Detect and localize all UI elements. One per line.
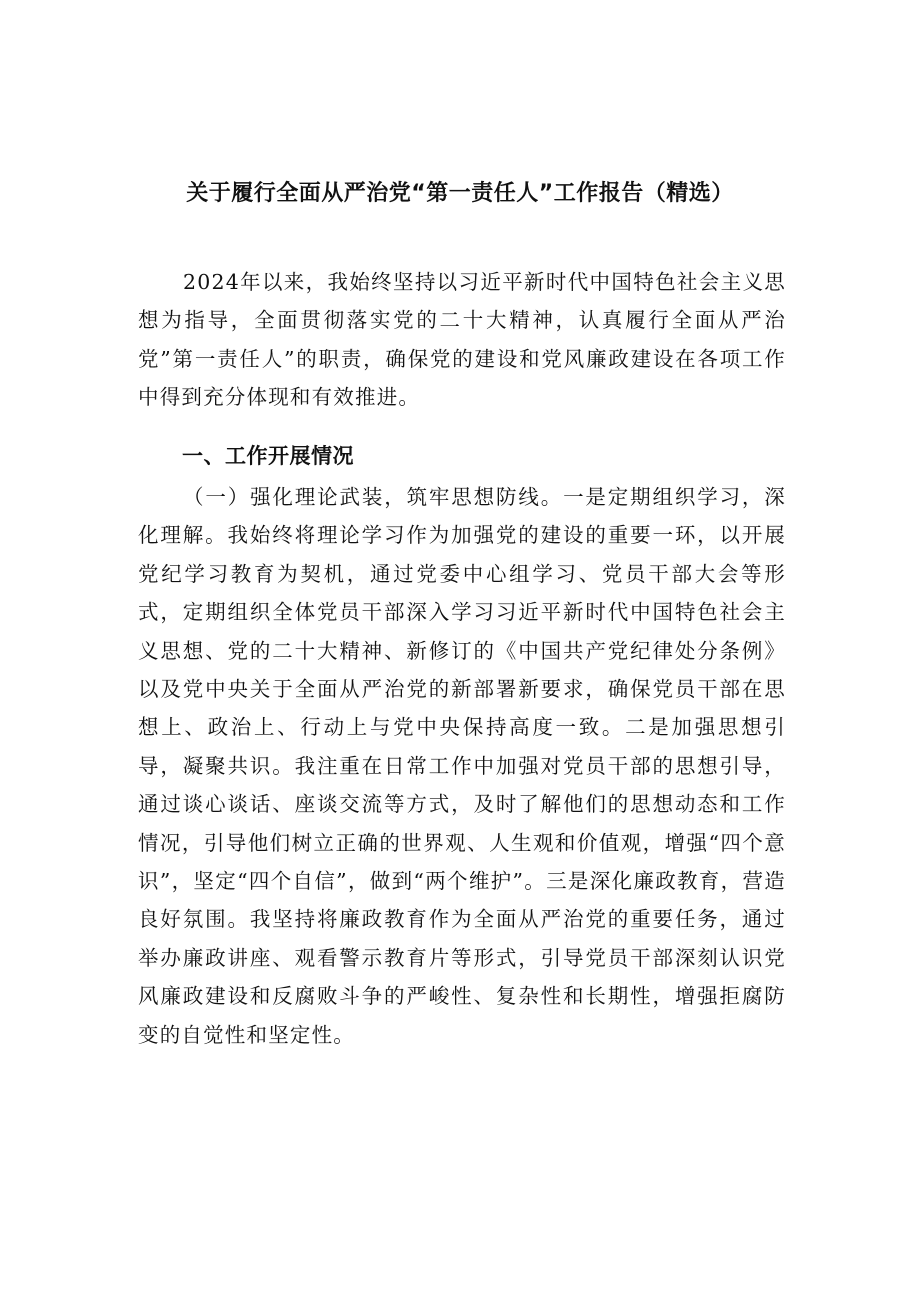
document-title: 关于履行全面从严治党“第一责任人”工作报告（精选）: [186, 181, 734, 206]
intro-paragraph: 2024年以来，我始终坚持以习近平新时代中国特色社会主义思想为指导，全面贯彻落实党的二十大精神，认真履行全面从严治党”第一责任人”的职责，确保党的建设和党风廉政建设在各项工作中得到充分体现和有效推进。: [138, 270, 786, 410]
section-paragraph: （一）强化理论武装，筑牢思想防线。一是定期组织学习，深化理解。我始终将理论学习作为加强党的建设的重要一环，以开展党纪学习教育为契机，通过党委中心组学习、党员干部大会等形式，定期组织全体党员干部深入学习习近平新时代中国特色社会主义思想、党的二十大精神、新修订的《中国共产党纪律处分条例》以及党中央关于全面从严治党的新部署新要求，确保党员干部在思想上、政治上、行动上与党中央保持高度一致。二是加强思想引导，凝聚共识。我注重在日常工作中加强对党员干部的思想引导，通过谈心谈话、座谈交流等方式，及时了解他们的思想动态和工作情况，引导他们树立正确的世界观、人生观和价值观，增强“四个意识”，坚定“四个自信”，做到“两个维护”。三是深化廉政教育，营造良好氛围。我坚持将廉政教育作为全面从严治党的重要任务，通过举办廉政讲座、观看警示教育片等形式，引导党员干部深刻认识党风廉政建设和反腐败斗争的严峻性、复杂性和长期性，增强拒腐防变的自觉性和坚定性。: [138, 485, 786, 1047]
section-heading: 一、工作开展情况: [182, 444, 354, 468]
